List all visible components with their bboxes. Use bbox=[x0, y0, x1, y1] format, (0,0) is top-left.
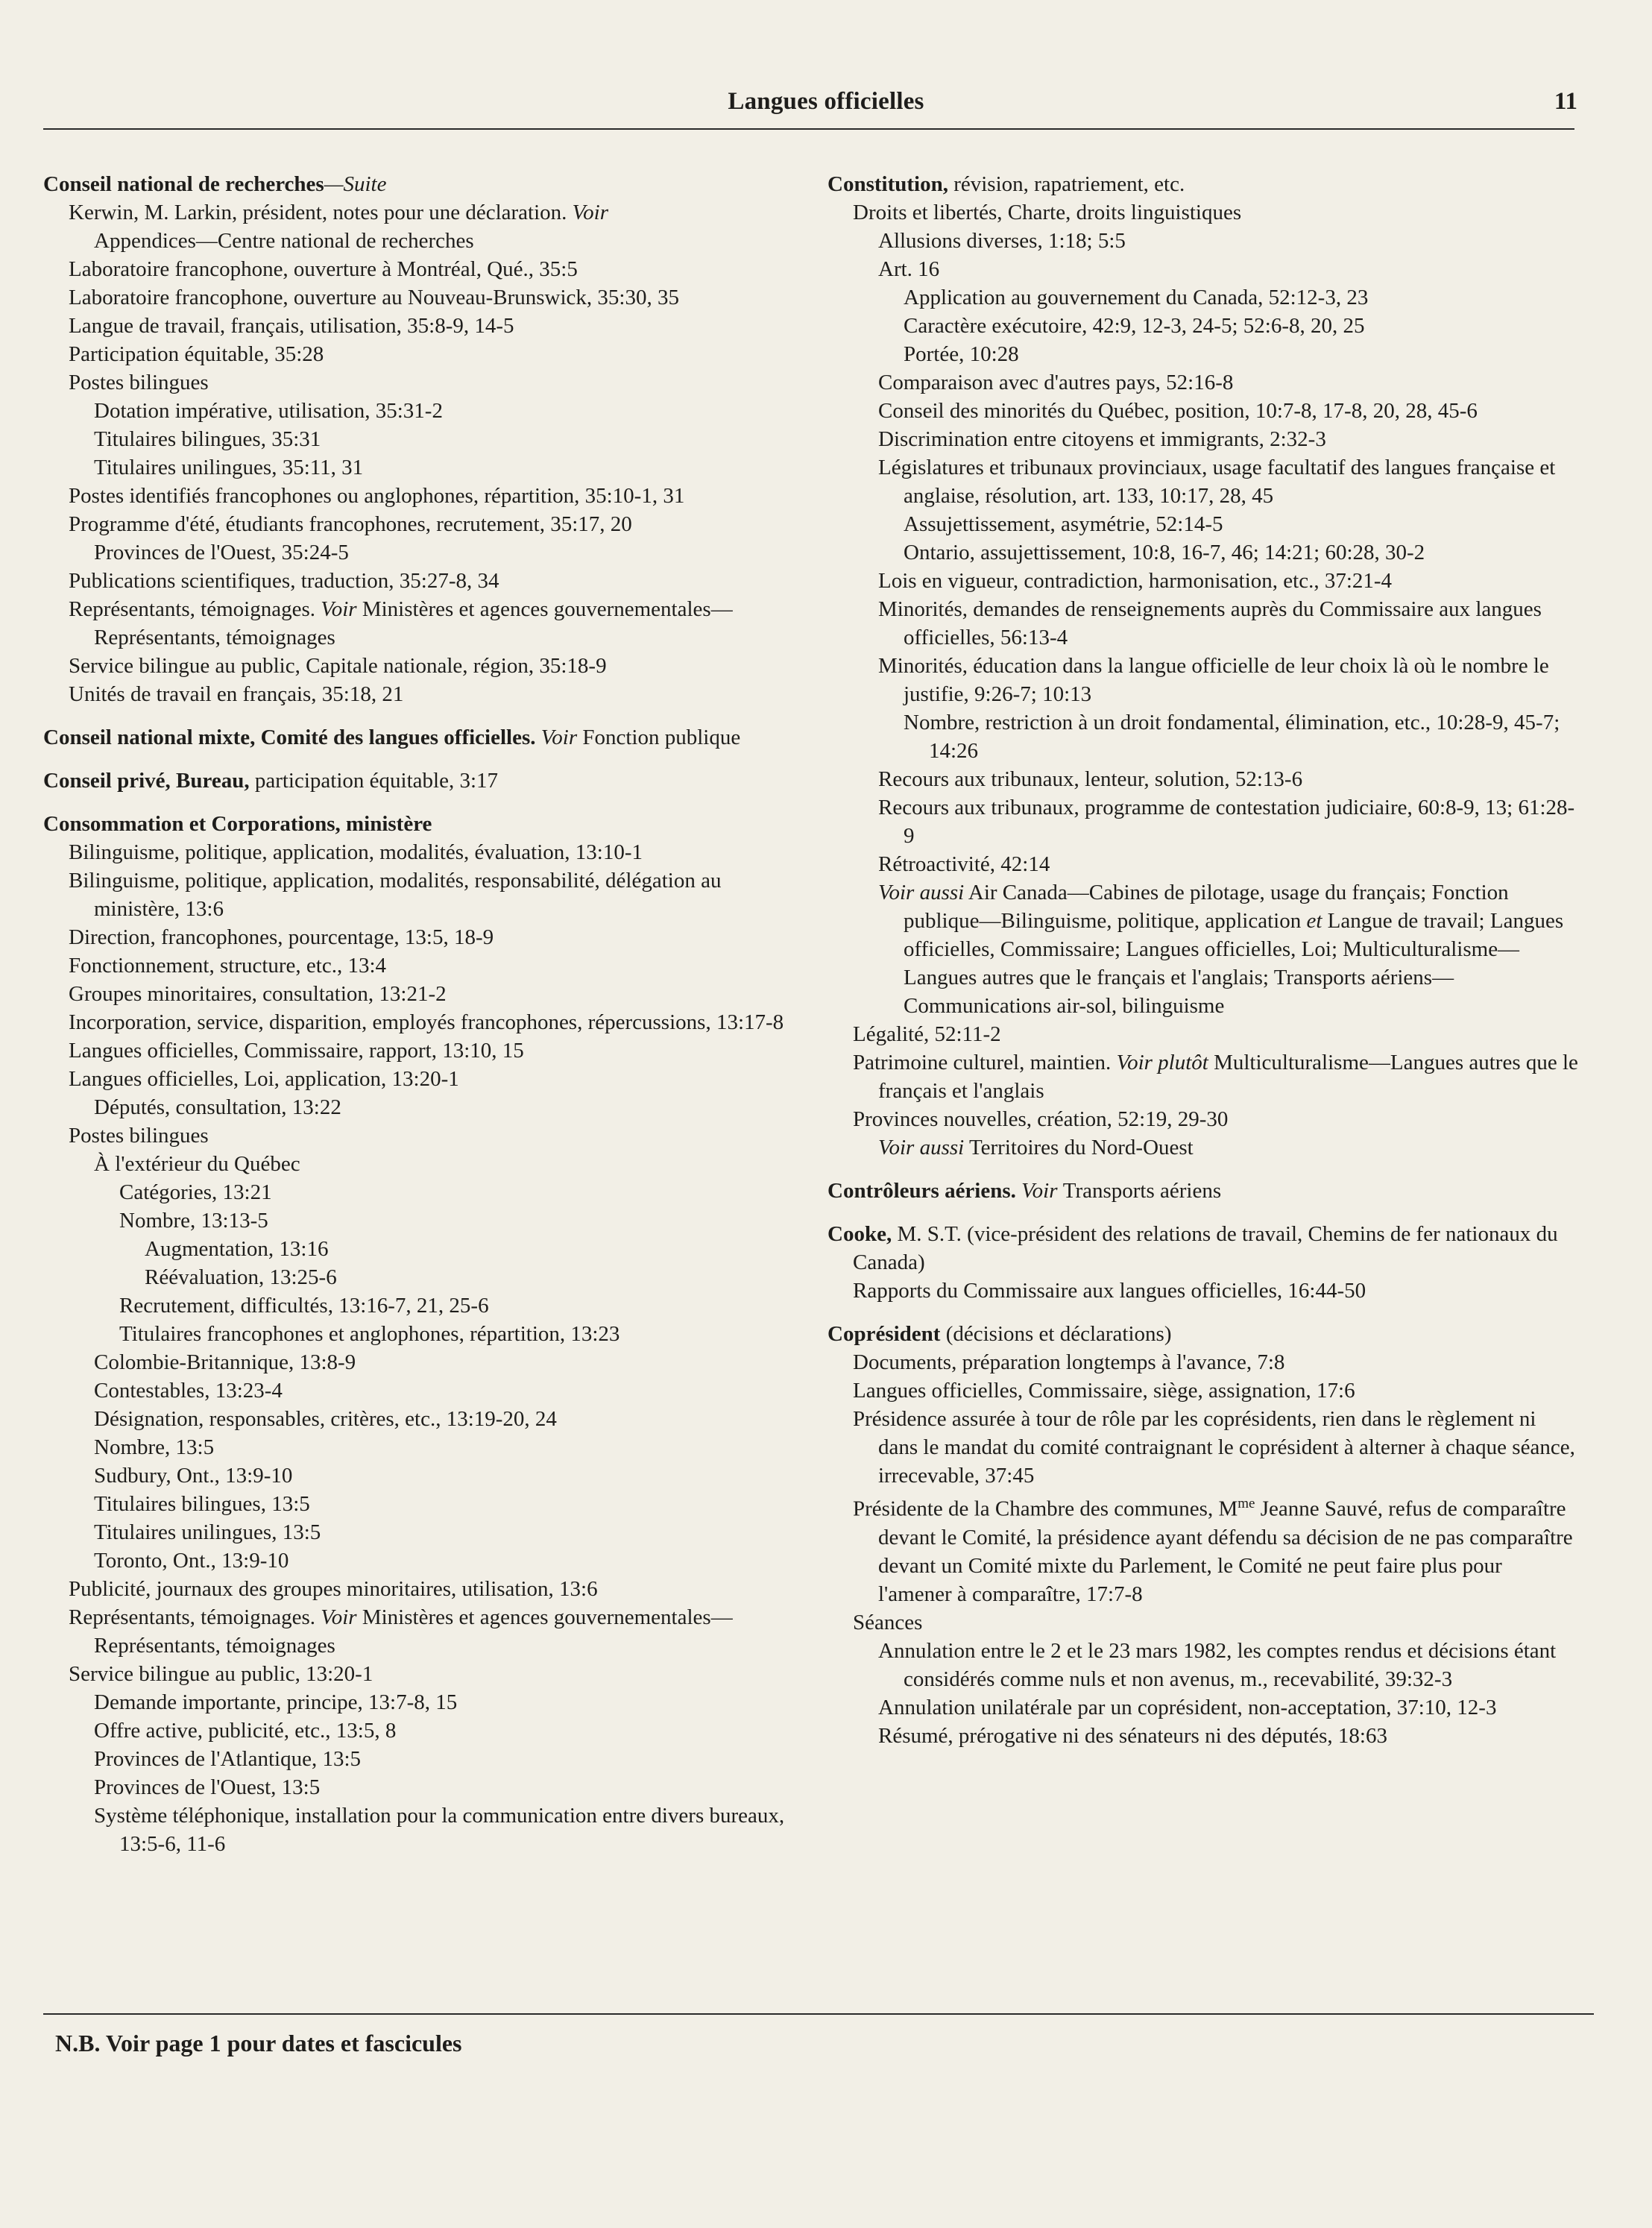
subentry: Service bilingue au public, 13:20-1 bbox=[69, 1662, 373, 1686]
subentry: Demande importante, principe, 13:7-8, 15 bbox=[94, 1690, 458, 1714]
subentry: Droits et libertés, Charte, droits linguistiques bbox=[853, 201, 1242, 224]
subentry: Ontario, assujettissement, 10:8, 16-7, 46; 14:21; 60:28, 30-2 bbox=[904, 541, 1425, 564]
subentry: Bilinguisme, politique, application, modalités, évaluation, 13:10-1 bbox=[69, 840, 643, 864]
subentry: Catégories, 13:21 bbox=[119, 1180, 272, 1204]
subentry: Augmentation, 13:16 bbox=[145, 1237, 329, 1261]
subentry: Direction, francophones, pourcentage, 13:5, 18-9 bbox=[69, 925, 494, 949]
subentry: Annulation unilatérale par un coprésident, non-acceptation, 37:10, 12-3 bbox=[878, 1695, 1497, 1719]
entry-heading: Cooke, bbox=[827, 1222, 892, 1246]
subentry: Provinces de l'Atlantique, 13:5 bbox=[94, 1747, 361, 1771]
subentry: Minorités, demandes de renseignements auprès du Commissaire aux langues officielles, 56:13-4 bbox=[878, 597, 1542, 649]
subentry: Toronto, Ont., 13:9-10 bbox=[94, 1549, 289, 1573]
subentry: Participation équitable, 35:28 bbox=[69, 342, 324, 366]
subentry: Postes identifiés francophones ou anglophones, répartition, 35:10-1, 31 bbox=[69, 484, 685, 508]
subentry: Provinces de l'Ouest, 35:24-5 bbox=[94, 541, 349, 564]
subentry: Assujettissement, asymétrie, 52:14-5 bbox=[904, 512, 1223, 536]
subentry: Fonctionnement, structure, etc., 13:4 bbox=[69, 954, 387, 978]
page-number: 11 bbox=[1554, 88, 1577, 115]
subentry: Réévaluation, 13:25-6 bbox=[145, 1265, 337, 1289]
subentry: Publications scientifiques, traduction, 35:27-8, 34 bbox=[69, 569, 499, 593]
subentry: Recours aux tribunaux, programme de contestation judiciaire, 60:8-9, 13; 61:28-9 bbox=[878, 796, 1575, 848]
suite-label: —Suite bbox=[324, 172, 387, 196]
subentry: Allusions diverses, 1:18; 5:5 bbox=[878, 229, 1126, 253]
subentry: Colombie-Britannique, 13:8-9 bbox=[94, 1350, 356, 1374]
subentry: Documents, préparation longtemps à l'avance, 7:8 bbox=[853, 1350, 1285, 1374]
subentry: Langue de travail, français, utilisation, 35:8-9, 14-5 bbox=[69, 314, 514, 338]
subentry: Provinces nouvelles, création, 52:19, 29-30 bbox=[853, 1107, 1229, 1131]
index-entry-copresident: Coprésident (décisions et déclarations) Documents, préparation longtemps à l'avance, 7:8 Langues officielles, Commissaire, siège, assignation, 17:6 Présidence assurée à tour de rôle par les coprésidents, rien dans le règlement ni dans le mandat du comité contraignant le coprésident à alterner à chaque séance, irrecevable, 37:45 Présidente de la Chambre des communes, $M^{me}$ Jeanne Sauvé, refus de comparaître devant le Comité, la présidence ayant défendu sa décision de ne pas comparaître devant un Comité mixte du Parlement, le Comité ne peut faire plus pour l'amener à comparaître, 17:7-8 Séances Annulation entre le 2 et le 23 mars 1982, les comptes rendus et décisions étant considérés comme nuls et non avenus, m., recevabilité, 39:32-3 Annulation unilatérale par un coprésident, non-acceptation, 37:10, 12-3 Résumé, prérogative ni des sénateurs ni des députés, 18:63 bbox=[827, 1320, 1580, 1750]
index-entry-conseil-national-mixte: Conseil national mixte, Comité des langues officielles. Voir Fonction publique bbox=[43, 726, 741, 749]
subentry: Laboratoire francophone, ouverture au Nouveau-Brunswick, 35:30, 35 bbox=[69, 286, 679, 309]
subentry: Lois en vigueur, contradiction, harmonisation, etc., 37:21-4 bbox=[878, 569, 1393, 593]
subentry: Contestables, 13:23-4 bbox=[94, 1379, 283, 1403]
subentry: Dotation impérative, utilisation, 35:31-2 bbox=[94, 399, 443, 423]
subentry: Nombre, 13:5 bbox=[94, 1435, 215, 1459]
subentry: Provinces de l'Ouest, 13:5 bbox=[94, 1775, 321, 1799]
subentry: Bilinguisme, politique, application, modalités, responsabilité, délégation au ministère, 13:6 bbox=[69, 869, 722, 921]
subentry: Caractère exécutoire, 42:9, 12-3, 24-5; 52:6-8, 20, 25 bbox=[904, 314, 1365, 338]
subentry: Application au gouvernement du Canada, 52:12-3, 23 bbox=[904, 286, 1369, 309]
see-also-reference: Voir aussi Territoires du Nord-Ouest bbox=[878, 1136, 1194, 1159]
subentry: Langues officielles, Loi, application, 13:20-1 bbox=[69, 1067, 459, 1091]
subentry: Postes bilingues bbox=[69, 371, 209, 394]
subentry: Titulaires bilingues, 35:31 bbox=[94, 427, 321, 451]
index-entry-conseil-prive: Conseil privé, Bureau, participation équitable, 3:17 bbox=[43, 769, 498, 793]
subentry: Présidente de la Chambre des communes, $M^{me}$ Jeanne Sauvé, refus de comparaître devant le Comité, la présidence ayant défendu sa décision de ne pas comparaître devant un Comité mixte du Parlement, le Comité ne peut faire plus pour l'amener à comparaître, 17:7-8 bbox=[853, 1496, 1573, 1606]
entry-heading: Conseil national mixte, Comité des langues officielles. bbox=[43, 726, 536, 749]
subentry: Système téléphonique, installation pour la communication entre divers bureaux, 13:5-6, 11-6 bbox=[94, 1804, 785, 1856]
header-rule bbox=[43, 128, 1574, 130]
subentry: Discrimination entre citoyens et immigrants, 2:32-3 bbox=[878, 427, 1326, 451]
index-entry-constitution: Constitution, révision, rapatriement, etc. Droits et libertés, Charte, droits linguistiques Allusions diverses, 1:18; 5:5 Art. 16 Application au gouvernement du Canada, 52:12-3, 23 Caractère exécutoire, 42:9, 12-3, 24-5; 52:6-8, 20, 25 Portée, 10:28 Comparaison avec d'autres pays, 52:16-8 Conseil des minorités du Québec, position, 10:7-8, 17-8, 20, 28, 45-6 Discrimination entre citoyens et immigrants, 2:32-3 Législatures et tribunaux provinciaux, usage facultatif des langues française et anglaise, résolution, art. 133, 10:17, 28, 45 Assujettissement, asymétrie, 52:14-5 Ontario, assujettissement, 10:8, 16-7, 46; 14:21; 60:28, 30-2 Lois en vigueur, contradiction, harmonisation, etc., 37:21-4 Minorités, demandes de renseignements auprès du Commissaire aux langues officielles, 56:13-4 Minorités, éducation dans la langue officielle de leur choix là où le nombre le justifie, 9:26-7; 10:13 Nombre, restriction à un droit fondamental, élimination, etc., 10:28-9, 45-7; 14:26 Recours aux tribunaux, lenteur, solution, 52:13-6 Recours aux tribunaux, programme de contestation judiciaire, 60:8-9, 13; 61:28-9 Rétroactivité, 42:14 Voir aussi Air Canada—Cabines de pilotage, usage du français; Fonction publique—Bilinguisme, politique, application et Langue de travail; Langues officielles, Commissaire; Langues officielles, Loi; Multiculturalisme—Langues autres que le français et l'anglais; Transports aériens—Communications air-sol, bilinguisme Légalité, 52:11-2 Patrimoine culturel, maintien. Voir plutôt Multiculturalisme—Langues autres que le français et l'anglais Provinces nouvelles, création, 52:19, 29-30 Voir aussi Territoires du Nord-Ouest bbox=[827, 170, 1580, 1162]
entry-heading: Consommation et Corporations, ministère bbox=[43, 812, 432, 836]
subentry: Résumé, prérogative ni des sénateurs ni des députés, 18:63 bbox=[878, 1723, 1387, 1748]
subentry: Service bilingue au public, Capitale nationale, région, 35:18-9 bbox=[69, 654, 607, 678]
index-entry-cooke: Cooke, M. S.T. (vice-président des relations de travail, Chemins de fer nationaux du Canada) Rapports du Commissaire aux langues officielles, 16:44-50 bbox=[827, 1220, 1580, 1305]
index-entry-consommation-corporations bbox=[43, 810, 789, 1858]
subentry: Rétroactivité, 42:14 bbox=[878, 852, 1050, 876]
index-entry-controleurs-aeriens: Contrôleurs aériens. Voir Transports aériens bbox=[827, 1179, 1222, 1203]
subentry: Rapports du Commissaire aux langues officielles, 16:44-50 bbox=[853, 1279, 1366, 1303]
subentry: Désignation, responsables, critères, etc., 13:19-20, 24 bbox=[94, 1407, 557, 1431]
subentry: Conseil des minorités du Québec, position, 10:7-8, 17-8, 20, 28, 45-6 bbox=[878, 399, 1478, 423]
subentry: Programme d'été, étudiants francophones, recrutement, 35:17, 20 bbox=[69, 512, 632, 536]
subentry: Portée, 10:28 bbox=[904, 342, 1019, 366]
entry-heading: Conseil national de recherches bbox=[43, 172, 324, 196]
subentry: Minorités, éducation dans la langue officielle de leur choix là où le nombre le justifie, 9:26-7; 10:13 bbox=[878, 654, 1549, 706]
entry-heading: Contrôleurs aériens. bbox=[827, 1179, 1016, 1203]
subentry: Recours aux tribunaux, lenteur, solution, 52:13-6 bbox=[878, 767, 1303, 791]
subentry: Représentants, témoignages. Voir Ministères et agences gouvernementales—Représentants, témoignages bbox=[69, 1605, 733, 1658]
subentry: Art. 16 bbox=[878, 257, 940, 281]
entry-heading: Constitution, bbox=[827, 172, 948, 196]
subentry: Langues officielles, Commissaire, rapport, 13:10, 15 bbox=[69, 1039, 524, 1063]
subentry: Législatures et tribunaux provinciaux, usage facultatif des langues française et anglaise, résolution, art. 133, 10:17, 28, 45 bbox=[878, 456, 1556, 508]
left-column bbox=[43, 170, 789, 1873]
subentry: Séances bbox=[853, 1610, 923, 1634]
subentry: Offre active, publicité, etc., 13:5, 8 bbox=[94, 1719, 397, 1743]
subentry: Postes bilingues bbox=[69, 1124, 209, 1148]
subentry: Députés, consultation, 13:22 bbox=[94, 1095, 341, 1119]
footer-rule bbox=[43, 2013, 1594, 2015]
subentry: Publicité, journaux des groupes minoritaires, utilisation, 13:6 bbox=[69, 1577, 598, 1601]
subentry: Langues officielles, Commissaire, siège, assignation, 17:6 bbox=[853, 1379, 1355, 1403]
index-entry-conseil-national-recherches bbox=[43, 170, 789, 708]
entry-heading: Conseil privé, Bureau, bbox=[43, 769, 250, 793]
footer-note: N.B. Voir page 1 pour dates et fascicules bbox=[55, 2030, 462, 2057]
subentry: Titulaires unilingues, 35:11, 31 bbox=[94, 456, 364, 479]
subentry: Titulaires unilingues, 13:5 bbox=[94, 1520, 321, 1544]
right-column bbox=[827, 170, 1580, 1765]
subentry: Kerwin, M. Larkin, président, notes pour une déclaration. Voir Appendices—Centre national de recherches bbox=[69, 201, 609, 253]
subentry: Représentants, témoignages. Voir Ministères et agences gouvernementales—Représentants, témoignages bbox=[69, 597, 733, 649]
page-title: Langues officielles bbox=[728, 88, 924, 115]
subentry: Titulaires bilingues, 13:5 bbox=[94, 1492, 310, 1516]
subentry: Nombre, restriction à un droit fondamental, élimination, etc., 10:28-9, 45-7; 14:26 bbox=[904, 711, 1560, 763]
subentry: Nombre, 13:13-5 bbox=[119, 1209, 268, 1233]
subentry: Groupes minoritaires, consultation, 13:21-2 bbox=[69, 982, 447, 1006]
subentry: Titulaires francophones et anglophones, répartition, 13:23 bbox=[119, 1322, 620, 1346]
subentry: Annulation entre le 2 et le 23 mars 1982, les comptes rendus et décisions étant considérés comme nuls et non avenus, m., recevabilité, 39:32-3 bbox=[878, 1638, 1557, 1691]
subentry: Unités de travail en français, 35:18, 21 bbox=[69, 682, 404, 706]
subentry: Incorporation, service, disparition, employés francophones, répercussions, 13:17-8 bbox=[69, 1010, 784, 1034]
subentry: Sudbury, Ont., 13:9-10 bbox=[94, 1464, 293, 1488]
subentry: Patrimoine culturel, maintien. Voir plutôt Multiculturalisme—Langues autres que le français et l'anglais bbox=[853, 1051, 1578, 1103]
entry-heading: Coprésident bbox=[827, 1322, 941, 1346]
subentry: Comparaison avec d'autres pays, 52:16-8 bbox=[878, 371, 1234, 394]
subentry: Présidence assurée à tour de rôle par les coprésidents, rien dans le règlement ni dans le mandat du comité contraignant le coprésident à alterner à chaque séance, irrecevable, 37:45 bbox=[853, 1407, 1575, 1488]
subentry: Laboratoire francophone, ouverture à Montréal, Qué., 35:5 bbox=[69, 257, 578, 281]
subentry: À l'extérieur du Québec bbox=[94, 1152, 300, 1176]
see-also-reference: Voir aussi Air Canada—Cabines de pilotage, usage du français; Fonction publique—Bilinguisme, politique, application et Langue de travail; Langues officielles, Commissaire; Langues officielles, Loi; Multiculturalisme—Langues autres que le français et l'anglais; Transports aériens—Communications air-sol, bilinguisme bbox=[878, 881, 1564, 1018]
subentry: Légalité, 52:11-2 bbox=[853, 1022, 1001, 1046]
subentry: Recrutement, difficultés, 13:16-7, 21, 25-6 bbox=[119, 1294, 489, 1318]
